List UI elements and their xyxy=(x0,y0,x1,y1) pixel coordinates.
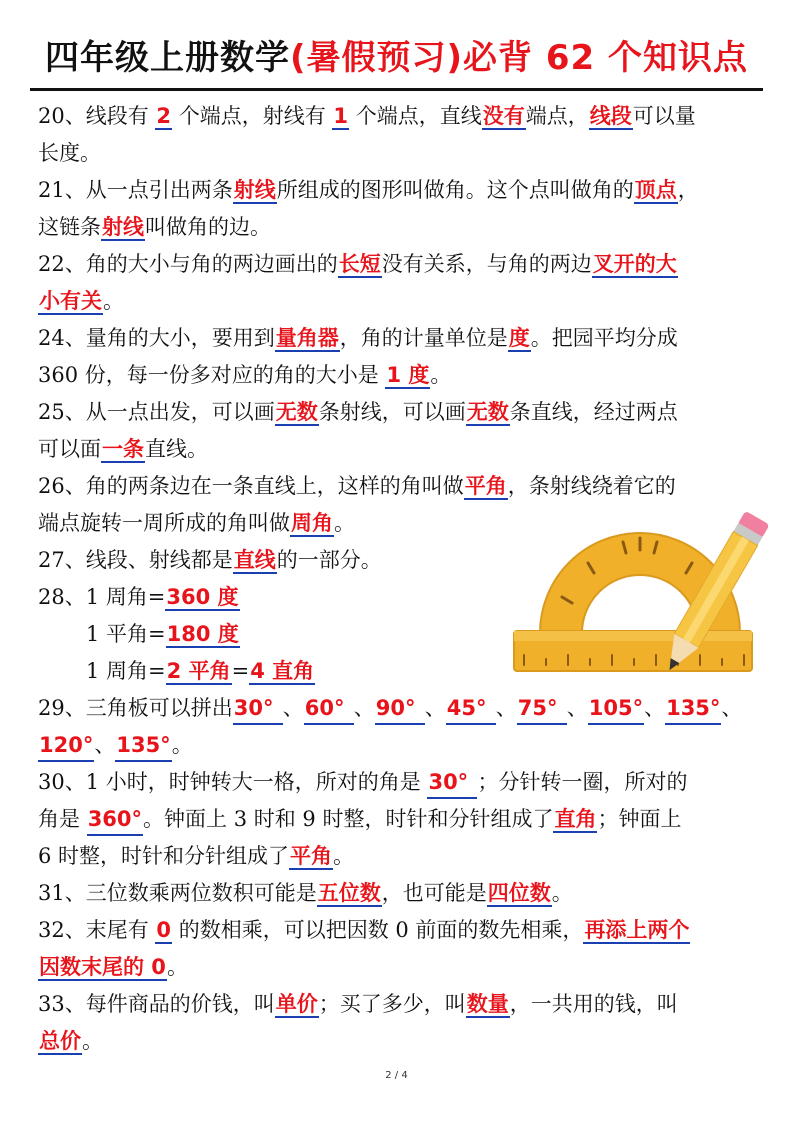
answer: 75° xyxy=(517,694,567,725)
answer: 30° xyxy=(233,694,283,725)
text: ，角的计量单位是 xyxy=(339,326,508,350)
answer: 0 xyxy=(156,918,172,942)
text: 360 份，每一份多对应的角的大小是 xyxy=(38,363,386,387)
text: 1 小时，时钟转大一格，所对的角是 xyxy=(85,770,428,794)
item-25-line-2 xyxy=(38,431,758,468)
text: ， xyxy=(677,178,699,202)
separator: 、 xyxy=(495,696,517,720)
answer: 90° xyxy=(375,694,425,725)
item-21-line-2 xyxy=(38,209,758,246)
text: ；钟面上 xyxy=(597,807,682,831)
item-22-line-1 xyxy=(38,246,758,283)
text: 。 xyxy=(171,733,193,757)
answer: 顶点 xyxy=(634,178,677,202)
item-number: 33、 xyxy=(38,992,86,1016)
item-30-line-2 xyxy=(38,801,758,838)
answer: 4 直角 xyxy=(250,659,315,683)
item-24-line-2 xyxy=(38,357,758,394)
text: 1 周角= xyxy=(85,585,166,609)
answer: 四位数 xyxy=(487,881,551,905)
item-20-line-1 xyxy=(38,98,758,135)
text: 线段、射线都是 xyxy=(85,548,233,572)
text: = xyxy=(231,659,250,683)
answer: 105° xyxy=(588,694,644,725)
text: 端点旋转一周所成的角叫做 xyxy=(38,511,290,535)
text: 可以面 xyxy=(38,437,101,461)
answer: 2 xyxy=(156,104,172,128)
answer: 总价 xyxy=(39,1029,81,1053)
answer: 直角 xyxy=(554,807,597,831)
answer: 135° xyxy=(115,731,171,762)
item-30-line-3 xyxy=(38,838,758,875)
answer: 射线 xyxy=(102,215,144,239)
answer: 360 度 xyxy=(166,585,239,609)
title-main: 四年级上册数学 xyxy=(44,38,290,78)
text: 。 xyxy=(334,511,355,535)
answer: 叉开的大 xyxy=(592,252,677,276)
answer: 360° xyxy=(87,805,143,836)
text: 三角板可以拼出 xyxy=(85,696,233,720)
text: 条直线，经过两点 xyxy=(509,400,678,424)
answer: 45° xyxy=(446,694,496,725)
item-30-line-1 xyxy=(38,764,758,801)
text: ，一共用的钱，叫 xyxy=(509,992,678,1016)
answer: 1 xyxy=(333,104,349,128)
page-title xyxy=(0,30,793,79)
answer: 180 度 xyxy=(166,622,239,646)
separator: 、 xyxy=(353,696,375,720)
item-26-line-1 xyxy=(38,468,758,505)
item-22-line-2 xyxy=(38,283,758,320)
answer: 2 平角 xyxy=(166,659,231,683)
separator: 、 xyxy=(424,696,446,720)
item-29-line-1 xyxy=(38,690,758,727)
text: 长度。 xyxy=(38,141,101,165)
answer: 平角 xyxy=(290,844,333,868)
answer: 长短 xyxy=(338,252,381,276)
text: 直线。 xyxy=(145,437,208,461)
item-33-line-1 xyxy=(38,986,758,1023)
separator: 、 xyxy=(644,696,666,720)
item-32-line-2 xyxy=(38,949,758,986)
item-number: 31、 xyxy=(38,881,86,905)
separator: 、 xyxy=(721,696,743,720)
item-number: 32、 xyxy=(38,918,86,942)
item-number: 30、 xyxy=(38,770,86,794)
item-31-line-1 xyxy=(38,875,758,912)
answer: 直线 xyxy=(233,548,276,572)
answer: 量角器 xyxy=(275,326,339,350)
text: 没有关系，与角的两边 xyxy=(381,252,592,276)
answer: 1 度 xyxy=(386,363,430,387)
answer: 五位数 xyxy=(317,881,381,905)
item-number: 29、 xyxy=(38,696,86,720)
answer: 周角 xyxy=(291,511,333,535)
item-20-line-2 xyxy=(38,135,758,172)
text: 从一点引出两条 xyxy=(85,178,233,202)
text: 三位数乘两位数积可能是 xyxy=(85,881,317,905)
answer: 数量 xyxy=(466,992,509,1016)
text: 角的大小与角的两边画出的 xyxy=(85,252,338,276)
item-32-line-1 xyxy=(38,912,758,949)
item-25-line-1 xyxy=(38,394,758,431)
title-paren: (暑假预习) xyxy=(289,38,464,78)
item-number: 25、 xyxy=(38,400,86,424)
text: 角的两条边在一条直线上，这样的角叫做 xyxy=(85,474,464,498)
separator: 、 xyxy=(566,696,588,720)
answer: 没有 xyxy=(482,104,525,128)
text: 每件商品的价钱，叫 xyxy=(85,992,275,1016)
text: 。钟面上 3 时和 9 时整，时针和分针组成了 xyxy=(143,807,554,831)
item-number: 20、 xyxy=(38,104,86,128)
page-number: 2 / 4 xyxy=(385,1070,408,1081)
answer: 30° xyxy=(427,768,477,799)
answer: 一条 xyxy=(102,437,144,461)
text: 。把园平均分成 xyxy=(530,326,678,350)
text: ，也可能是 xyxy=(381,881,487,905)
text: 角是 xyxy=(38,807,87,831)
item-number: 21、 xyxy=(38,178,86,202)
answer: 度 xyxy=(508,326,530,350)
answer: 无数 xyxy=(275,400,318,424)
answer: 60° xyxy=(304,694,354,725)
item-number: 27、 xyxy=(38,548,86,572)
text: 可以量 xyxy=(632,104,696,128)
item-29-line-2 xyxy=(38,727,758,764)
text: 。 xyxy=(166,955,188,979)
separator: 、 xyxy=(282,696,304,720)
protractor-pencil-illustration xyxy=(510,505,770,695)
item-number: 24、 xyxy=(38,326,86,350)
text: 1 平角= xyxy=(86,622,166,646)
text: 线段有 xyxy=(85,104,156,128)
item-24-line-1 xyxy=(38,320,758,357)
item-number: 26、 xyxy=(38,474,86,498)
text: ；分针转一圈，所对的 xyxy=(477,770,688,794)
answer: 小有关 xyxy=(39,289,102,313)
text: 。 xyxy=(551,881,573,905)
text: 所组成的图形叫做角。这个点叫做角的 xyxy=(276,178,634,202)
answer: 因数末尾的 0 xyxy=(39,955,166,979)
text: 从一点出发，可以画 xyxy=(85,400,275,424)
text: 6 时整，时针和分针组成了 xyxy=(38,844,290,868)
text: 。 xyxy=(430,363,452,387)
text: 端点， xyxy=(525,104,589,128)
text: 。 xyxy=(333,844,355,868)
item-number: 28、 xyxy=(38,585,86,609)
answer: 线段 xyxy=(589,104,632,128)
answer: 射线 xyxy=(233,178,276,202)
answer: 135° xyxy=(665,694,721,725)
title-underline xyxy=(30,88,763,91)
text: ，条射线绕着它的 xyxy=(507,474,676,498)
text: 。 xyxy=(82,1029,103,1053)
text: ；买了多少，叫 xyxy=(318,992,466,1016)
text: 条射线，可以画 xyxy=(318,400,466,424)
answer: 平角 xyxy=(464,474,507,498)
text: 的一部分。 xyxy=(276,548,382,572)
answer: 再添上两个 xyxy=(584,918,690,942)
answer: 无数 xyxy=(466,400,509,424)
text: 。 xyxy=(103,289,124,313)
item-number: 22、 xyxy=(38,252,86,276)
text: 量角的大小，要用到 xyxy=(85,326,275,350)
text: 个端点，直线 xyxy=(349,104,482,128)
item-21-line-1 xyxy=(38,172,758,209)
text: 这链条 xyxy=(38,215,101,239)
text: 的数相乘，可以把因数 0 前面的数先相乘， xyxy=(172,918,584,942)
text: 个端点，射线有 xyxy=(172,104,333,128)
answer: 单价 xyxy=(275,992,318,1016)
answer: 120° xyxy=(38,731,94,762)
text: 末尾有 xyxy=(85,918,156,942)
text: 叫做角的边。 xyxy=(145,215,271,239)
item-33-line-2 xyxy=(38,1023,758,1060)
separator: 、 xyxy=(94,733,116,757)
text: 1 周角= xyxy=(86,659,166,683)
title-tail: 必背 62 个知识点 xyxy=(463,38,749,78)
